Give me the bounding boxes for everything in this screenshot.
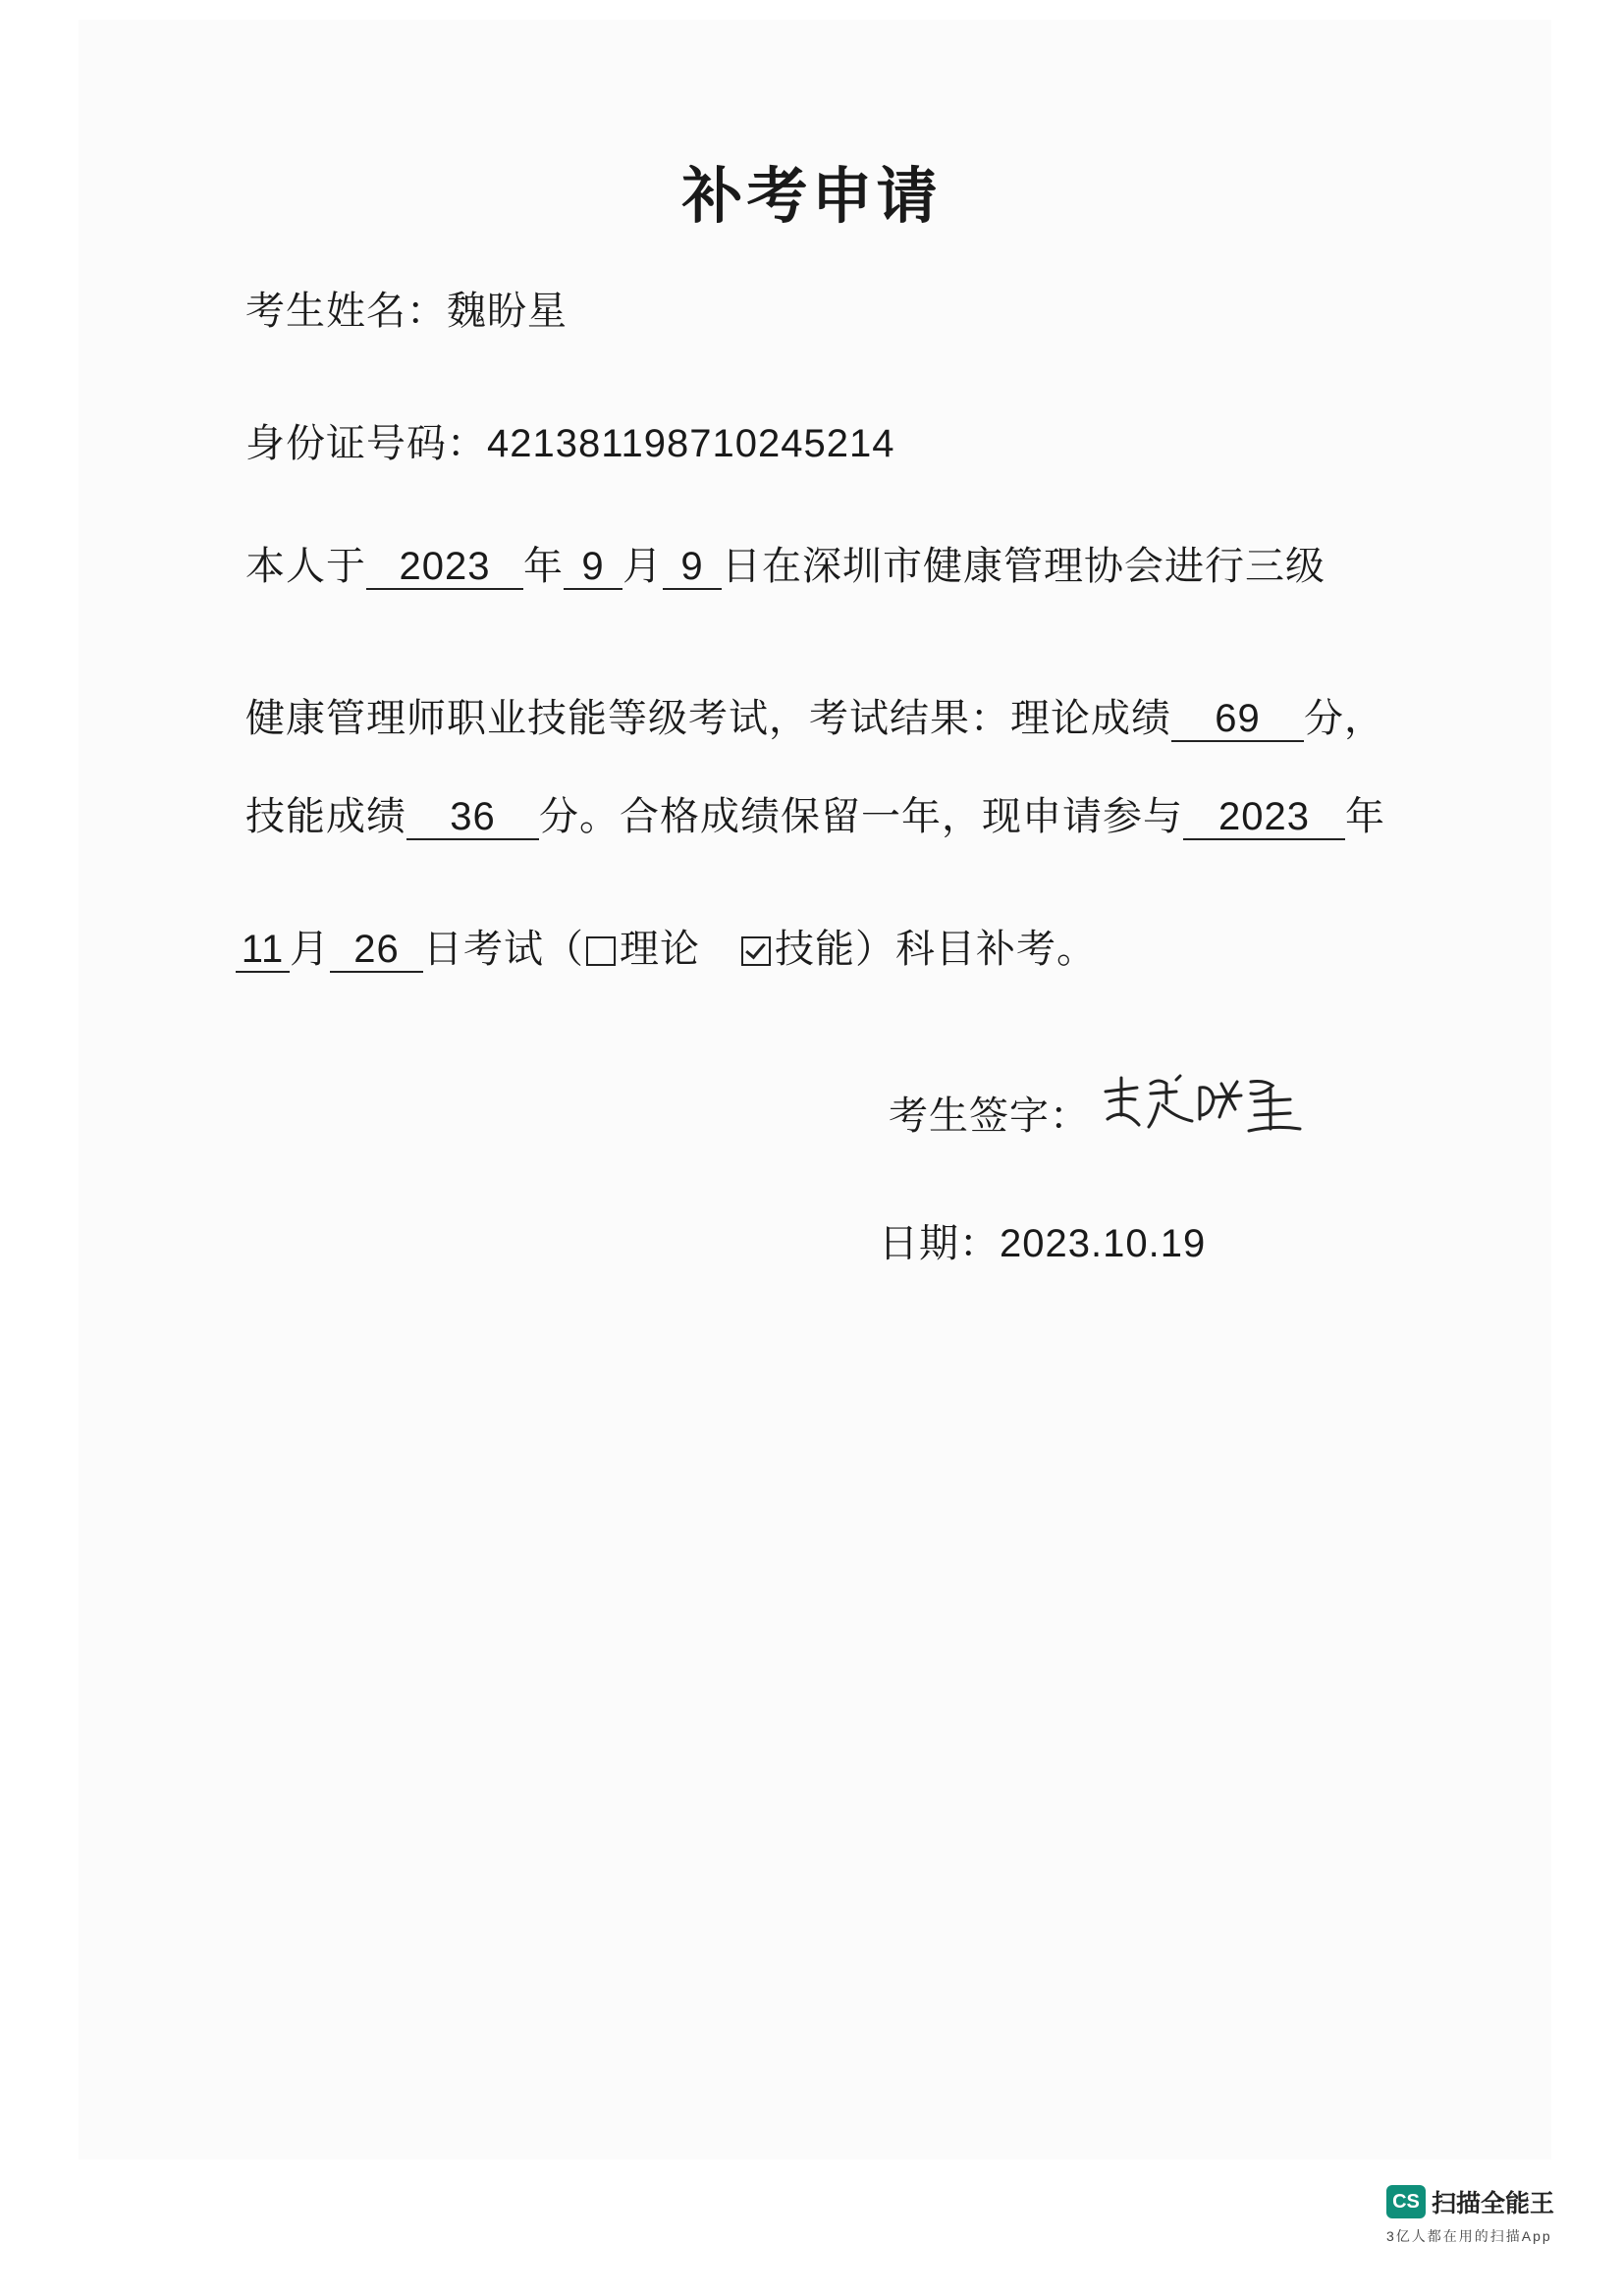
body-text-p1-prefix: 本人于 <box>245 544 366 589</box>
body-text-month-char: 月 <box>290 927 330 972</box>
month-char: 月 <box>622 544 663 589</box>
year-char: 年 <box>523 544 564 589</box>
exam-day-field: 9 <box>663 545 722 590</box>
body-line-3 <box>245 785 1385 841</box>
cs-app-name: 扫描全能王 <box>1432 2190 1555 2217</box>
skill-checkbox <box>741 936 771 966</box>
body-line-4 <box>236 918 1097 974</box>
theory-score-field: 69 <box>1171 697 1304 742</box>
body-line-1 <box>245 535 1325 591</box>
body-line-2 <box>245 687 1384 743</box>
theory-checkbox <box>586 936 616 966</box>
cs-logo-icon: CS <box>1386 2185 1426 2218</box>
page-title: 补考申请 <box>681 160 942 232</box>
cs-tagline: 3亿人都在用的扫描App <box>1386 2228 1552 2244</box>
candidate-name-value: 魏盼星 <box>447 289 568 334</box>
skill-option-label: 技能 <box>775 927 855 972</box>
date-value: 2023.10.19 <box>1000 1222 1207 1265</box>
retake-month-field: 11 <box>236 928 290 973</box>
retake-day-field: 26 <box>330 928 423 973</box>
theory-option-label: 理论 <box>620 927 700 972</box>
id-number-row <box>245 412 894 468</box>
skill-score-field: 36 <box>406 795 539 840</box>
candidate-name-row <box>245 280 568 336</box>
id-number-label: 身份证号码： <box>245 421 487 466</box>
body-text-p3-suffix: 年 <box>1345 794 1385 839</box>
body-text-p4-suffix: ）科目补考。 <box>855 927 1097 972</box>
exam-month-field: 9 <box>564 545 622 590</box>
candidate-name-label: 考生姓名： <box>245 289 447 334</box>
body-text-p3-prefix: 技能成绩 <box>245 794 406 839</box>
handwritten-signature <box>1098 1070 1309 1148</box>
id-number-value: 421381198710245214 <box>487 422 895 465</box>
date-row <box>879 1212 1206 1268</box>
scanned-page <box>79 20 1551 2160</box>
retake-year-field: 2023 <box>1183 795 1345 840</box>
body-text-p4-middle: 日考试（ <box>423 927 584 972</box>
exam-year-field: 2023 <box>366 545 523 590</box>
signature-label: 考生签字： <box>889 1094 1090 1139</box>
body-text-p3-middle: 分。合格成绩保留一年，现申请参与 <box>539 794 1183 839</box>
body-text-p2-suffix: 分， <box>1304 696 1384 741</box>
signature-image <box>1098 1070 1309 1139</box>
body-text-p1-suffix: 日在深圳市健康管理协会进行三级 <box>722 544 1325 589</box>
body-text-p2-prefix: 健康管理师职业技能等级考试，考试结果：理论成绩 <box>245 696 1171 741</box>
date-label: 日期： <box>879 1221 1000 1266</box>
scanner-app-watermark <box>1386 2184 1554 2219</box>
signature-row <box>889 1070 1309 1148</box>
